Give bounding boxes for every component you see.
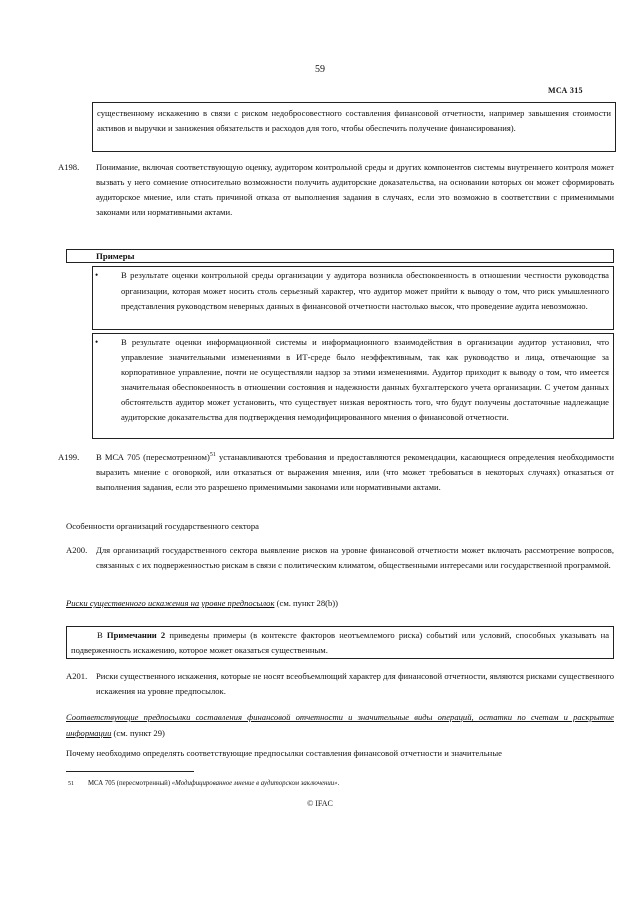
note-bold: Примечании 2 [106,630,166,640]
paragraph-a198: Понимание, включая соответствующую оценку, аудитором контрольной среды и других компонентов системы внутреннего контроля может вызвать у него сомнение относительно возможности получить аудиторские доказательства, на основании которых он может сформировать аудиторское мнение, или стать причиной отказа от выполнения задания в случаях, если это возможно в соответствии с применимыми законами или нормативными актами. [96,162,614,217]
paragraph-a200: Для организаций государственного сектора выявление рисков на уровне финансовой отчетности может включать рассмотрение вопросов, связанных с их подверженностью рискам в связи с политическим климатом, общественными интересами или государственной программой. [96,545,614,570]
footnote-number: 51 [68,781,74,787]
risks-heading-ref: (см. пункт 28(b)) [274,598,338,608]
a199-text-start: В МСА 705 (пересмотренном) [96,452,210,462]
note-box-text [71,628,609,658]
assertions-heading-italic: Соответствующие предпосылки составления финансовой отчетности и значительные виды операций, остатки по счетам и раскрытие информации [66,712,614,738]
continued-box [92,102,616,152]
example-item-2 [92,333,614,439]
note-text: приведены примеры (в контексте факторов неотъемлемого риска) событий или условий, способных указывать на подверженность искажению, которое может оказаться существенным. [71,630,610,655]
copyright-footer: © IFAC [307,799,333,808]
note-box [66,626,614,659]
example-item-text: В результате оценки информационной системы и информационного взаимодействия в организации аудитор установил, что управление значительными изменениями в ИТ-среде было неэффективным, так как руководство и лица, отвечающие за корпоративное управление, почти не осуществляли надзор за этими изменениями. Аудитор приходит к выводу о том, что имеется значительная обеспокоенность в отношении состояния и надежности данных бухгалтерского учета организации. С учетом данных обстоятельств аудитор может установить, что существует низкая вероятность того, что будут получены достаточные надлежащие аудиторские доказательства для подтверждения немодифицированного мнения о финансовой отчетности. [121,337,609,422]
paragraph-number-a201: A201. [66,671,88,681]
page-number: 59 [315,64,325,75]
footnote-divider [66,771,194,772]
footnote-end: . [337,780,340,787]
paragraph-number-a199: A199. [58,452,80,462]
paragraph-continued: Почему необходимо определять соответствующие предпосылки составления финансовой отчетности и значительные [66,748,503,758]
footnote-italic: «Модифицированное мнение в аудиторском заключении» [171,780,338,787]
paragraph-a199 [96,450,614,495]
paragraph-number-a200: A200. [66,545,88,555]
public-sector-heading: Особенности организаций государственного сектора [66,521,259,531]
bullet-icon: • [95,270,99,280]
examples-title-box [66,249,614,263]
footnote-plain: МСА 705 (пересмотренный) [88,780,172,787]
note-lead: В [97,630,107,640]
bullet-icon: • [95,337,99,347]
a199-text-end: устанавливаются требования и предоставляются рекомендации, касающиеся определения необходимости выразить мнение с оговоркой, или отказаться от выражения мнения, или (что может требоваться в некоторых случаях) отказаться от выполнения задания, если это разрешено применимыми законами или нормативными актами. [96,452,615,492]
example-item-1 [92,266,614,330]
paragraph-number-a198: A198. [58,162,80,172]
standard-label: МСА 315 [548,86,583,95]
risks-heading-italic: Риски существенного искажения на уровне предпосылок [66,598,275,608]
examples-title: Примеры [96,251,135,261]
footnote-text [88,779,339,789]
risks-heading [66,596,338,610]
example-item-text: В результате оценки контрольной среды организации у аудитора возникла обеспокоенность в отношении честности руководства организации, которая может носить столь серьезный характер, что аудитор может прийти к выводу о том, что риск умышленного представления руководством неверных данных в финансовой отчетности настолько высок, что проведение аудита невозможно. [121,270,609,311]
assertions-heading [66,709,614,741]
paragraph-a201: Риски существенного искажения, которые не носят всеобъемлющий характер для финансовой отчетности, являются рисками существенного искажения на уровне предпосылок. [96,671,614,696]
assertions-heading-ref: (см. пункт 29) [111,728,165,738]
footnote-ref[interactable]: 51 [209,452,216,459]
continued-box-text: существенному искажению в связи с риском недобросовестного составления финансовой отчетности, например завышения стоимости активов и выручки и занижения обязательств и расходов для того, чтобы обеспечить получение финансирования). [97,108,611,133]
